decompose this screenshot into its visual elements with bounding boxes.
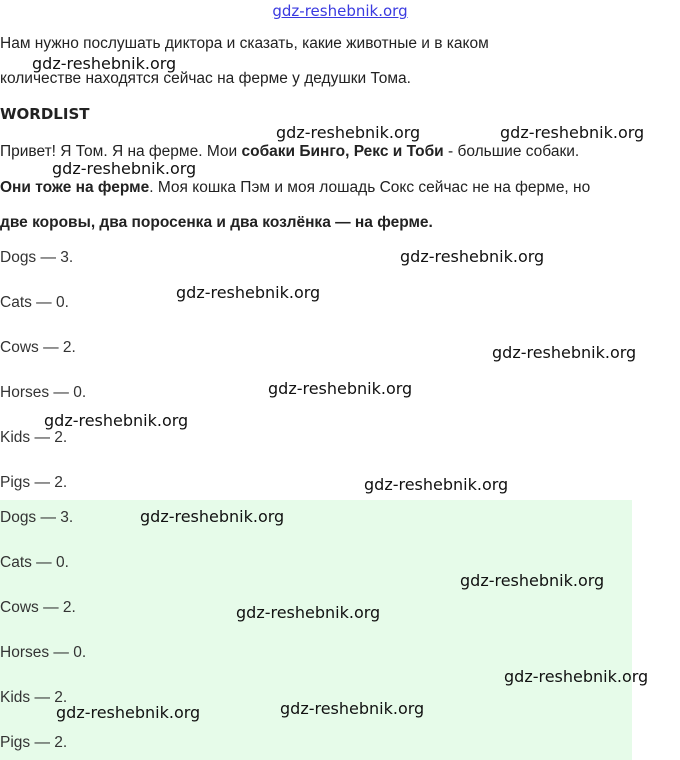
watermark: gdz-reshebnik.org: [140, 507, 285, 526]
answer-kids: Kids — 2.: [0, 429, 68, 446]
answer-horses: Horses — 0.: [0, 384, 87, 401]
intro-line-2: количестве находятся сейчас на ферме у дедушки Тома.: [0, 70, 411, 87]
watermark: gdz-reshebnik.org: [176, 283, 321, 302]
wordlist-line-3: две коровы, два поросенка и два козлёнка — на ферме.: [0, 214, 433, 231]
answer-cows: Cows — 2.: [0, 339, 76, 356]
watermark: gdz-reshebnik.org: [400, 247, 545, 266]
highlighted-answer-horses: Horses — 0.: [0, 644, 87, 661]
intro-line-1: Нам нужно послушать диктора и сказать, какие животные и в каком: [0, 35, 489, 52]
highlighted-answer-cats: Cats — 0.: [0, 554, 69, 571]
wordlist-heading: WORDLIST: [0, 105, 90, 123]
wordlist-line-1-bold: собаки Бинго, Рекс и Тоби: [241, 143, 444, 160]
answer-dogs: Dogs — 3.: [0, 249, 74, 266]
highlighted-answer-pigs: Pigs — 2.: [0, 734, 68, 751]
highlighted-answer-cows: Cows — 2.: [0, 599, 76, 616]
watermark: gdz-reshebnik.org: [236, 603, 381, 622]
answer-cats: Cats — 0.: [0, 294, 69, 311]
watermark: gdz-reshebnik.org: [32, 54, 177, 73]
watermark: gdz-reshebnik.org: [276, 123, 421, 142]
wordlist-line-1-end: - большие собаки.: [443, 143, 580, 160]
watermark: gdz-reshebnik.org: [56, 703, 201, 722]
watermark: gdz-reshebnik.org: [364, 475, 509, 494]
watermark: gdz-reshebnik.org: [280, 699, 425, 718]
wordlist-line-2-end: . Моя кошка Пэм и моя лошадь Сокс сейчас не на ферме, но: [149, 179, 591, 196]
wordlist-line-2: [0, 178, 590, 198]
highlighted-answer-kids: Kids — 2.: [0, 689, 68, 706]
answer-pigs: Pigs — 2.: [0, 474, 68, 491]
watermark: gdz-reshebnik.org: [268, 379, 413, 398]
watermark: gdz-reshebnik.org: [52, 159, 197, 178]
watermark: gdz-reshebnik.org: [492, 343, 637, 362]
watermark: gdz-reshebnik.org: [460, 571, 605, 590]
wordlist-line-2-bold: Они тоже на ферме: [0, 179, 150, 196]
highlighted-answer-dogs: Dogs — 3.: [0, 509, 74, 526]
watermark: gdz-reshebnik.org: [504, 667, 649, 686]
watermark: gdz-reshebnik.org: [44, 411, 189, 430]
watermark: gdz-reshebnik.org: [500, 123, 645, 142]
site-link[interactable]: gdz-reshebnik.org: [272, 2, 408, 20]
wordlist-line-1-start: Привет! Я Том. Я на ферме. Мои: [0, 143, 242, 160]
